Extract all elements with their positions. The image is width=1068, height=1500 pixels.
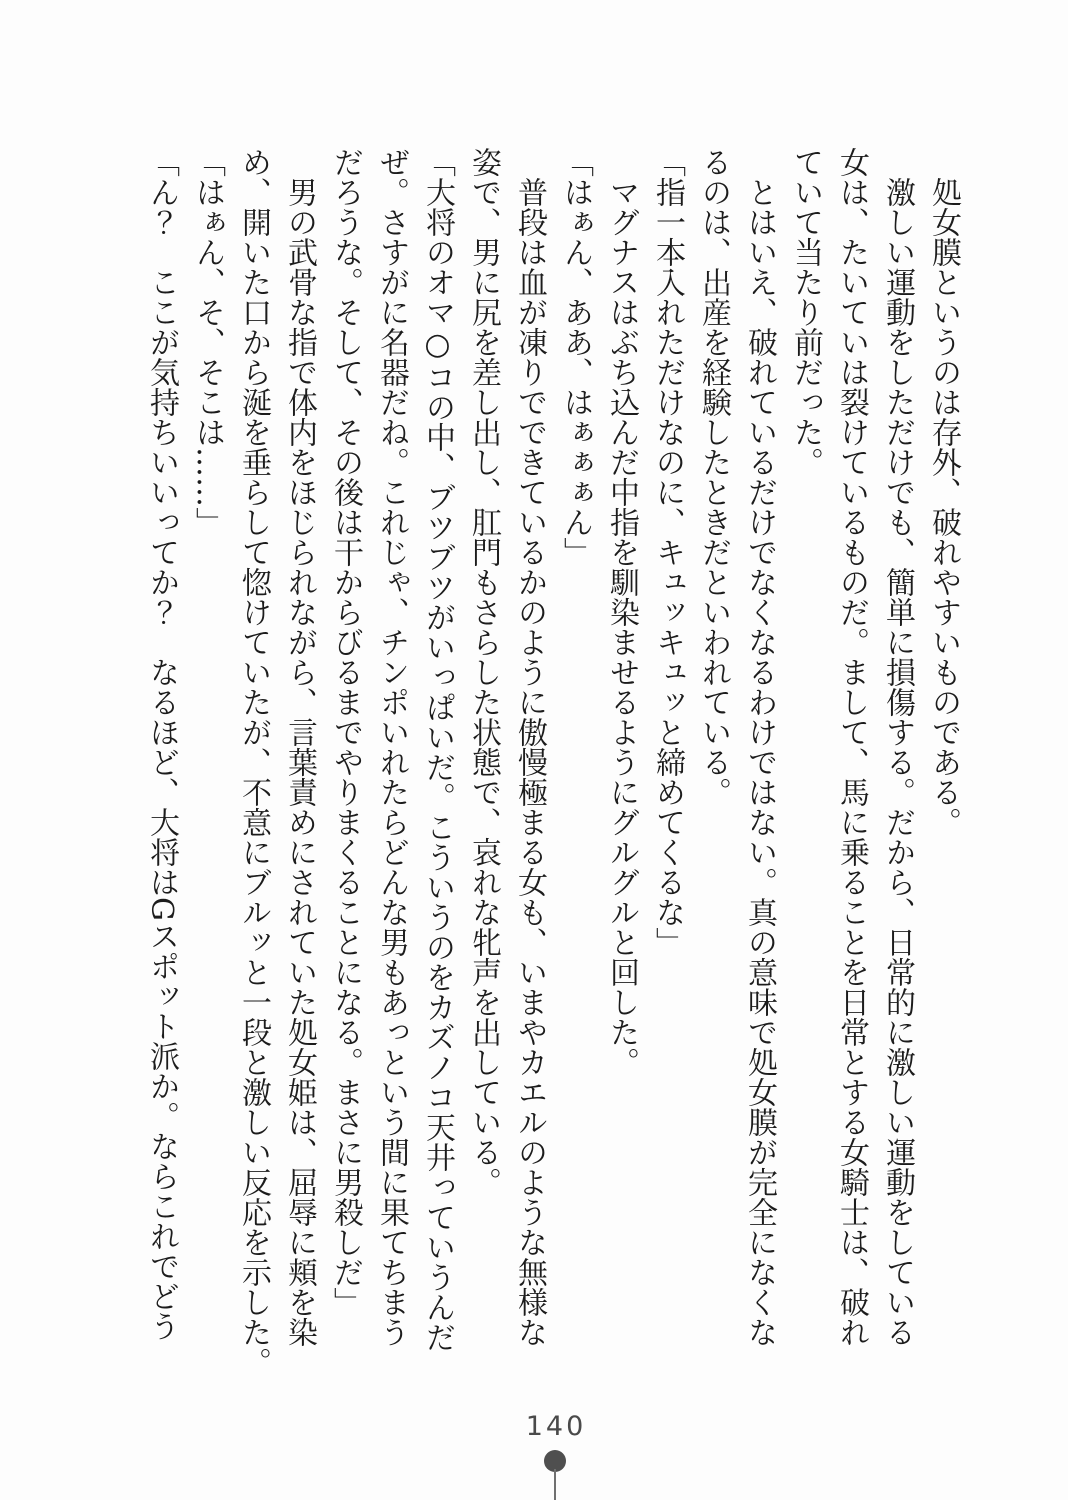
text-column: 処女膜というのは存外、破れやすいものである。 bbox=[926, 177, 961, 837]
text-column: 「ん？ ここが気持ちいいってか？ なるほど、大将はGスポット派か。ならこれでどう bbox=[144, 147, 179, 1341]
page-marker-stem bbox=[554, 1469, 556, 1500]
text-column: 男の武骨な指で体内をほじられながら、言葉責めにされていた処女姫は、屈辱に頬を染 bbox=[282, 177, 317, 1347]
text-column: 女は、たいていは裂けているものだ。まして、馬に乗ることを日常とする女騎士は、破れ bbox=[834, 147, 869, 1347]
text-column: 「指一本入れただけなのに、キュッキュッと締めてくるな」 bbox=[650, 147, 685, 957]
text-column: マグナスはぶち込んだ中指を馴染ませるようにグルグルと回した。 bbox=[604, 177, 639, 1077]
text-column: るのは、出産を経験したときだといわれている。 bbox=[696, 147, 731, 807]
text-column: 「はぁん、ああ、はぁぁぁん」 bbox=[558, 147, 593, 567]
text-column: ぜ。さすがに名器だね。これじゃ、チンポいれたらどんな男もあっという間に果てちまう bbox=[374, 147, 409, 1347]
text-column: だろうな。そして、その後は干からびるまでやりまくることになる。まさに男殺しだ」 bbox=[328, 147, 363, 1317]
text-column: ていて当たり前だった。 bbox=[788, 147, 823, 477]
text-column: 激しい運動をしただけでも、簡単に損傷する。だから、日常的に激しい運動をしている bbox=[880, 177, 915, 1347]
text-column: とはいえ、破れているだけでなくなるわけではない。真の意味で処女膜が完全になくな bbox=[742, 177, 777, 1347]
page-text bbox=[138, 147, 966, 1377]
text-column: 「はぁん、そ、そこは……」 bbox=[190, 147, 225, 537]
text-column: 普段は血が凍りでできているかのように傲慢極まる女も、いまやカエルのような無様な bbox=[512, 177, 547, 1347]
page-number: 140 bbox=[525, 1411, 587, 1442]
text-column: 姿で、男に尻を差し出し、肛門もさらした状態で、哀れな牝声を出している。 bbox=[466, 147, 501, 1197]
text-column: め、開いた口から涎を垂らして惚けていたが、不意にブルッと一段と激しい反応を示した。 bbox=[236, 147, 271, 1377]
text-column: 「大将のオマ○コの中、ブツブツがいっぱいだ。こういうのをカズノコ天井っていうんだ bbox=[420, 147, 455, 1352]
